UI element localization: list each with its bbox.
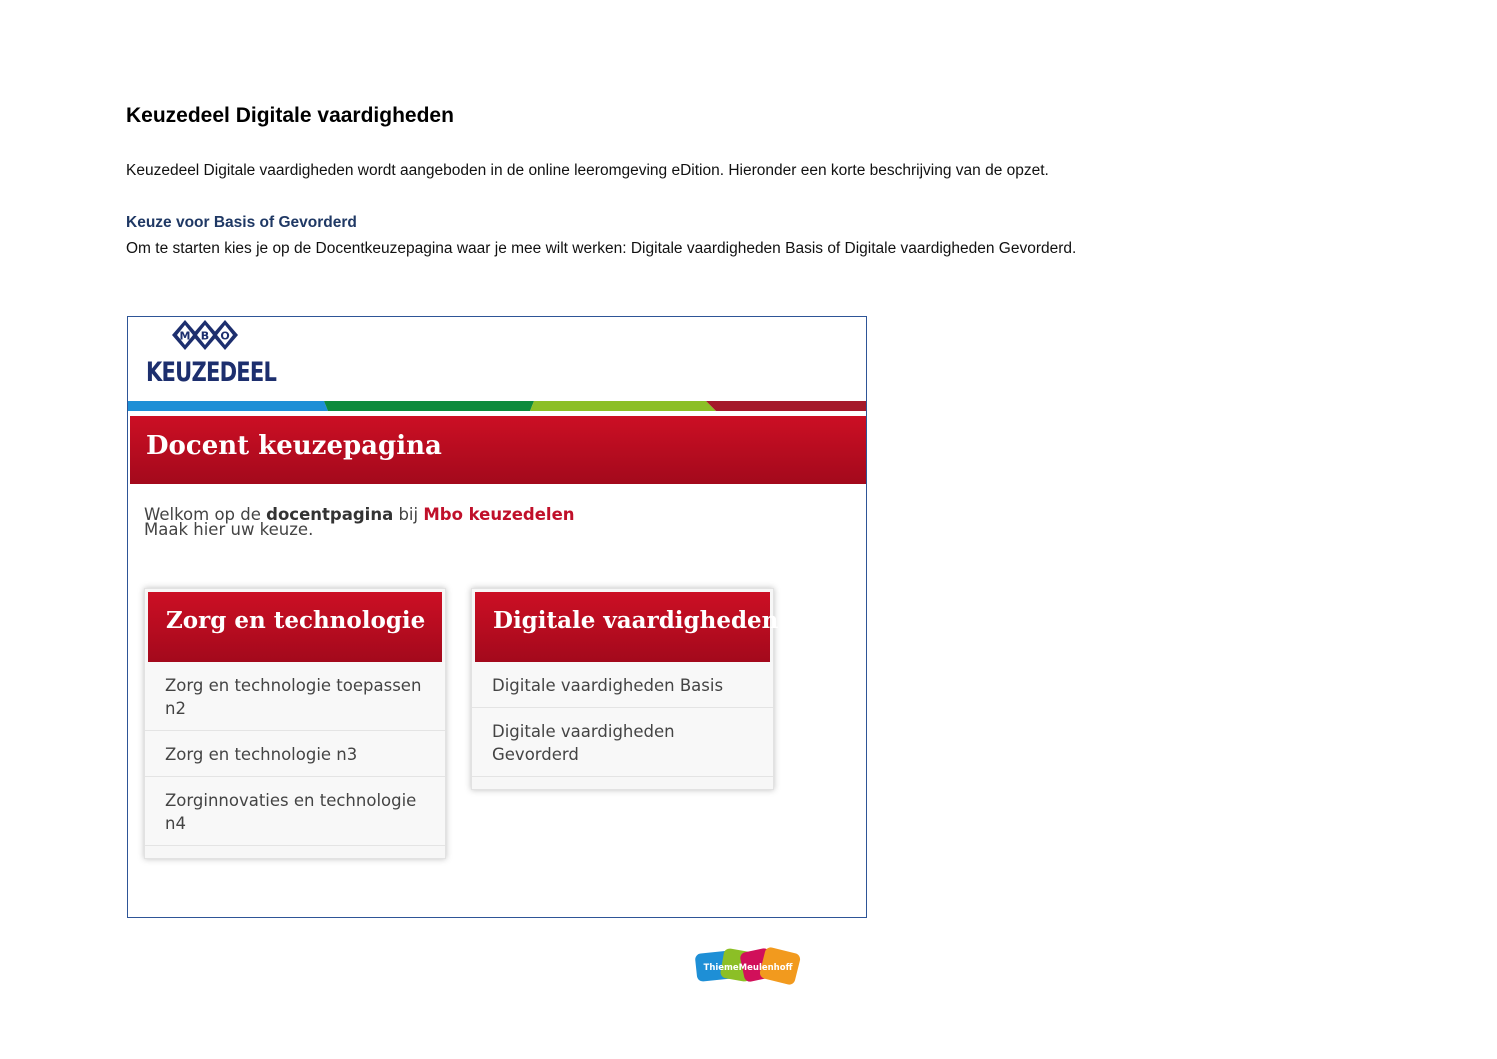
footer-logo-text: ThiemeMeulenhoff xyxy=(703,963,793,973)
badge-letter-o: O xyxy=(220,329,230,343)
thiememeulenhoff-logo xyxy=(694,944,804,990)
welcome-brand: Mbo keuzedelen xyxy=(423,505,575,524)
card-header[interactable] xyxy=(148,592,442,662)
list-item[interactable]: Zorginnovaties en technologie n4 xyxy=(145,777,445,846)
card-title: Zorg en technologie xyxy=(166,607,426,634)
welcome-text xyxy=(144,507,575,537)
badge-letter-m: M xyxy=(179,329,191,343)
card-digitale-vaardigheden xyxy=(471,588,779,790)
welcome-prefix: Welkom op de xyxy=(144,505,267,524)
welcome-instruction: Maak hier uw keuze. xyxy=(144,520,314,539)
card-header[interactable] xyxy=(475,592,779,662)
banner-title: Docent keuzepagina xyxy=(146,431,442,461)
page-banner xyxy=(130,416,866,484)
list-item[interactable]: Digitale vaardigheden Gevorderd xyxy=(472,708,773,777)
list-item[interactable]: Zorg en technologie toepassen n2 xyxy=(145,662,445,731)
list-item[interactable]: Zorg en technologie n3 xyxy=(145,731,445,777)
color-stripe xyxy=(128,401,867,411)
list-item[interactable]: Digitale vaardigheden Basis xyxy=(472,662,773,708)
badge-letter-b: B xyxy=(200,329,210,343)
card-title: Digitale vaardigheden xyxy=(493,607,779,634)
logo-wordmark: KEUZEDEEL xyxy=(146,357,277,388)
intro-paragraph: Keuzedeel Digitale vaardigheden wordt aangeboden in de online leeromgeving eDition. Hieronder een korte beschrijving van de opzet. xyxy=(126,162,1049,179)
mbo-keuzedeel-logo xyxy=(146,319,276,395)
document-title: Keuzedeel Digitale vaardigheden xyxy=(126,104,454,127)
card-zorg-en-technologie xyxy=(144,588,446,859)
welcome-middle: bij xyxy=(393,505,424,524)
welcome-bold: docentpagina xyxy=(266,505,394,524)
section-heading: Keuze voor Basis of Gevorderd xyxy=(126,214,357,231)
embedded-screenshot xyxy=(127,316,867,918)
section-paragraph: Om te starten kies je op de Docentkeuzepagina waar je mee wilt werken: Digitale vaardigheden Basis of Digitale vaardigheden Gevorderd. xyxy=(126,240,1077,257)
mbo-badge-icon xyxy=(172,319,242,351)
